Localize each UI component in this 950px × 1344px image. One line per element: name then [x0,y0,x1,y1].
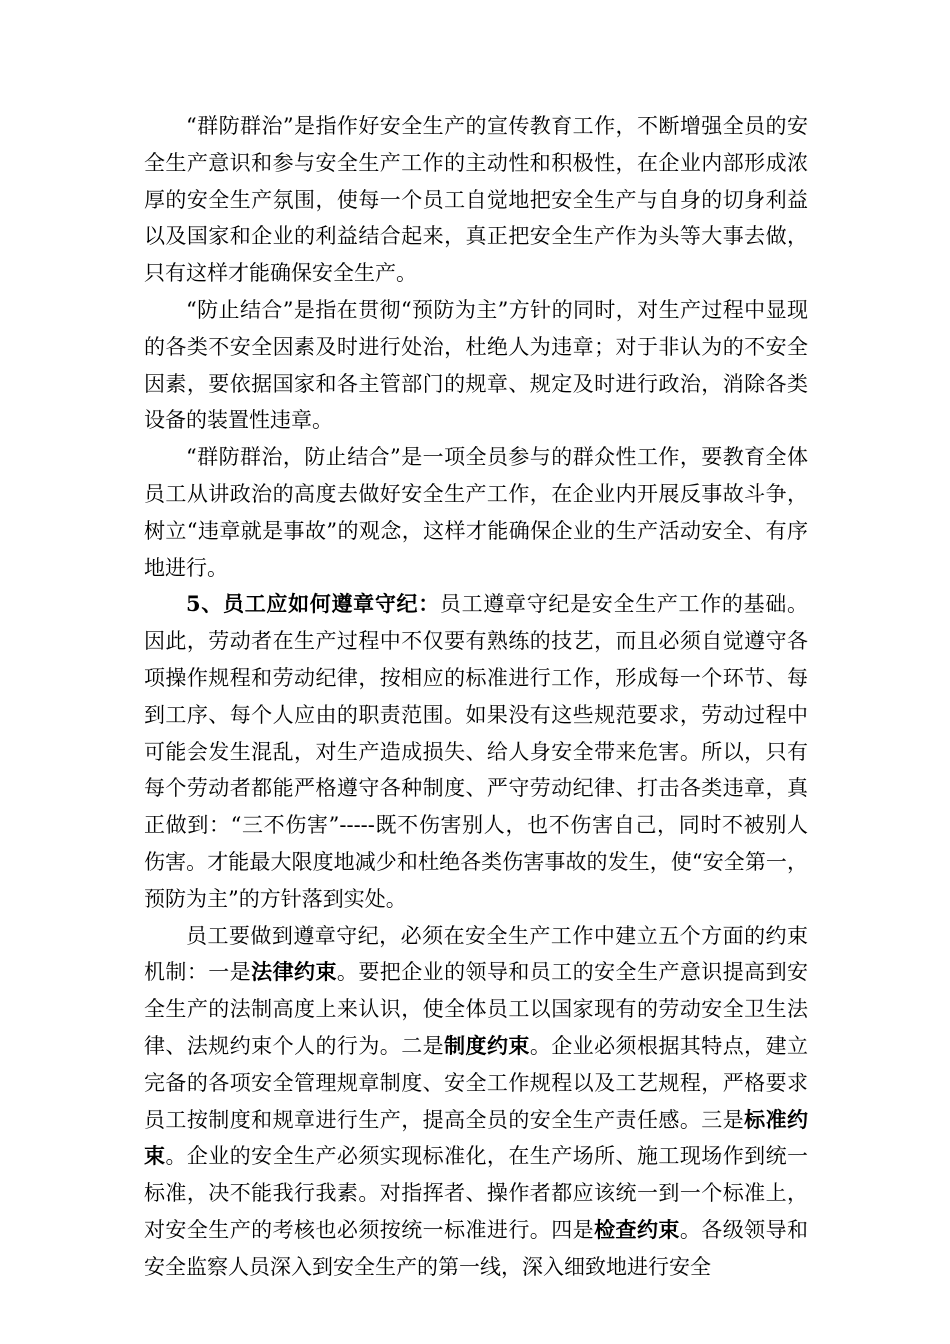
bold-term-standard: 标准约束 [144,1106,809,1169]
paragraph-text: 。各级领导和安全监察人员深入到安全生产的第一线，深入细致地进行安全 [144,1217,809,1279]
paragraph-mass-work [144,439,808,586]
paragraph-text: 员工遵章守纪是安全生产工作的基础。因此，劳动者在生产过程中不仅要有熟练的技艺，而且必须自觉遵守各项操作规程和劳动纪律，按相应的标准进行工作，形成每一个环节、每到工序、每个人应由的职责范围。如果没有这些规范要求，劳动过程中可能会发生混乱，对生产造成损失、给人身安全带来危害。所以，只有每个劳动者都能严格遵守各种制度、严守劳动纪律、打击各类违章，真正做到：“三不伤害”-----既不伤害别人，也不伤害自己，同时不被别人伤害。才能最大限度地减少和杜绝各类伤害事故的发生，使“安全第一，预防为主”的方针落到实处。 [144,592,808,911]
paragraph-constraint-mechanisms [144,918,808,1286]
paragraph-text: 。要把企业的领导和员工的安全生产意识提高到安全生产的法制高度上来认识，使全体员工以国家现有的劳动安全卫生法律、法规约束个人的行为。二是 [144,960,809,1058]
paragraph-text: 。企业必须根据其特点，建立完备的各项安全管理规章制度、安全工作规程以及工艺规程，严格要求员工按制度和规章进行生产，提高全员的安全生产责任感。三是 [144,1033,809,1132]
bold-term-inspection: 检查约束 [594,1216,680,1242]
bold-term-legal: 法律约束 [251,959,337,985]
paragraph-group-prevention [144,108,808,292]
section-heading: 5、员工应如何遵章守纪： [186,591,440,617]
bold-term-system: 制度约束 [444,1032,530,1058]
paragraph-text: “防止结合”是指在贯彻“预防为主”方针的同时，对生产过程中显现的各类不安全因素及时进行处治，杜绝人为违章；对于非认为的不安全因素，要依据国家和各主管部门的规章、规定及时进行政治，消除各类设备的装置性违章。 [144,297,808,433]
paragraph-text: 。企业的安全生产必须实现标准化，在生产场所、施工现场作到统一标准，决不能我行我素。对指挥者、操作者都应该统一到一个标准上，对安全生产的考核也必须按统一标准进行。四是 [144,1144,809,1242]
paragraph-text: 员工要做到遵章守纪，必须在安全生产工作中建立五个方面的约束机制：一是 [144,923,808,985]
paragraph-text: “群防群治，防止结合”是一项全员参与的群众性工作，要教育全体员工从讲政治的高度去做好安全生产工作，在企业内开展反事故斗争，树立“违章就是事故”的观念，这样才能确保企业的生产活动安全、有序地进行。 [144,445,808,580]
paragraph-section-5 [144,586,808,917]
paragraph-text: “群防群治”是指作好安全生产的宣传教育工作，不断增强全员的安全生产意识和参与安全生产工作的主动性和积极性，在企业内部形成浓厚的安全生产氛围，使每一个员工自觉地把安全生产与自身的切身利益以及国家和企业的利益结合起来，真正把安全生产作为头等大事去做，只有这样才能确保安全生产。 [144,114,808,286]
paragraph-prevention-combination [144,292,808,439]
